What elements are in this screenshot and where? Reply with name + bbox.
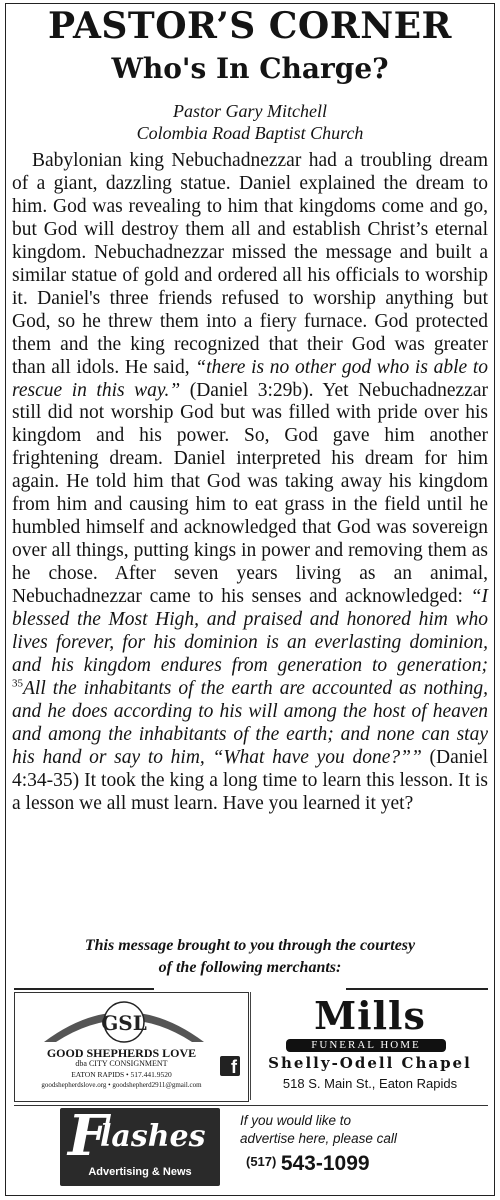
flashes-initial: F <box>68 1103 108 1169</box>
ad-separator <box>250 992 251 1100</box>
ad-good-shepherds-love[interactable] <box>14 992 249 1104</box>
ad-mills-funeral-home[interactable] <box>252 992 488 1104</box>
article-text-1: Babylonian king Nebuchadnezzar had a troubling dream of a giant, dazzling statue. Daniel explained the dream to him. God was revealing to him that kingdoms come and go, but God will destroy them all and establish Christ’s eternal kingdom. Nebuchadnezzar missed the message and built a similar statue of gold and ordered all his officials to worship it. Daniel's three friends refused to worship anything but God, so he threw them into a fiery furnace. God protected them and the king recognized that their God was greater than all idols. He said, <box>12 150 488 378</box>
courtesy-note <box>0 935 500 979</box>
quote-daniel-4b: All the inhabitants of the earth are accounted as nothing, and he does according to his will among the host of heaven and among the inhabitants of the earth; and none can stay his hand or say to him, “What have you done?”” <box>12 677 488 768</box>
verse-number: 35 <box>12 677 23 690</box>
gsl-logo <box>34 992 214 1048</box>
gsl-name: GOOD SHEPHERDS LOVE <box>46 1046 197 1060</box>
page-title: PASTOR’S CORNER <box>48 5 452 47</box>
church-name: Colombia Road Baptist Church <box>136 123 364 143</box>
advertise-prompt <box>240 1112 470 1148</box>
flashes-wordmark: lashes <box>100 1119 206 1154</box>
article-body <box>12 150 488 816</box>
advertise-line-1: If you would like to <box>240 1113 352 1128</box>
mills-chapel: Shelly-Odell Chapel <box>268 1054 472 1072</box>
author-name: Pastor Gary Mitchell <box>173 101 327 121</box>
advertise-line-2: advertise here, please call <box>240 1131 397 1146</box>
facebook-icon[interactable]: f <box>220 1056 240 1076</box>
mills-address: 518 S. Main St., Eaton Rapids <box>282 1076 458 1091</box>
courtesy-line-1: This message brought to you through the courtesy <box>84 937 416 954</box>
flashes-tagline: Advertising & News <box>88 1166 192 1178</box>
courtesy-line-2: of the following merchants: <box>158 959 342 976</box>
mills-logo: Mills <box>314 993 426 1038</box>
divider-left <box>14 988 154 990</box>
article-text-3: (Daniel 4:34-35) It took the king a long time to learn this lesson. It is a lesson we all must learn. Have you learned it yet? <box>12 746 488 814</box>
gsl-address: EATON RAPIDS • 517.441.9520 <box>71 1070 172 1079</box>
quote-daniel-3: “there is no other god who is able to rescue in this way.” <box>12 356 489 401</box>
gsl-monogram: GSL <box>101 1011 147 1035</box>
article-text-2: (Daniel 3:29b). Yet Nebuchadnezzar still did not worship God but was filled with pride over his kingdom and his power. So, God gave him another frightening dream. Daniel interpreted his dream for him again. He told him that God was taking away his kingdom from him and causing him to eat grass in the field until he humbled himself and acknowledged that God was sovereign over all things, putting kings in power and removing them as he chose. After seven years living as an animal, Nebuchadnezzar came to his senses and acknowledged: <box>12 379 488 608</box>
gsl-dba: dba CITY CONSIGNMENT <box>75 1059 168 1068</box>
mills-banner: FUNERAL HOME <box>286 1039 446 1052</box>
advertise-phone[interactable] <box>246 1152 370 1176</box>
ad-flashes[interactable] <box>60 1103 220 1186</box>
phone-number: 543-1099 <box>280 1152 370 1175</box>
quote-daniel-4a: “I blessed the Most High, and praised and honored him who lives forever, for his dominion is an everlasting dominion, and his kingdom endures from generation to generation; <box>12 586 488 676</box>
article-headline: Who's In Charge? <box>111 52 389 85</box>
gsl-website: goodshepherdslove.org • goodshepherd2911@gmail.com <box>41 1081 202 1089</box>
divider-right <box>346 988 488 990</box>
phone-area-code: (517) <box>246 1154 277 1169</box>
